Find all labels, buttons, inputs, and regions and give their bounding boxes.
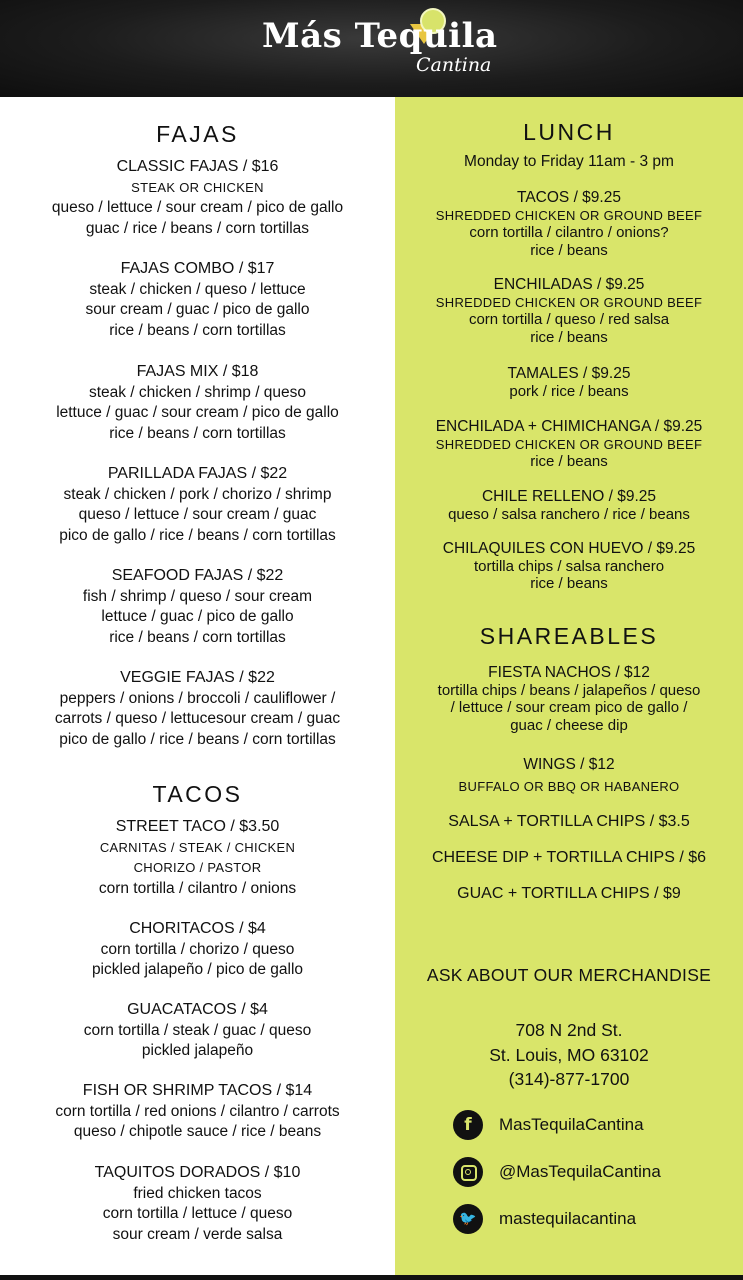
item-name: FIESTA NACHOS / $12 — [488, 664, 650, 681]
menu-item — [0, 566, 395, 648]
menu-item — [395, 540, 743, 593]
item-line: corn tortilla / chorizo / queso — [100, 940, 295, 958]
item-name: CLASSIC FAJAS / $16 — [116, 158, 279, 175]
item-line: carrots / queso / lettucesour cream / guac — [54, 710, 341, 727]
item-line: peppers / onions / broccoli / cauliflower / — [59, 689, 336, 707]
social-label[interactable]: mastequilacantina — [499, 1209, 637, 1228]
item-line: tortilla chips / beans / jalapeños / queso — [437, 681, 701, 699]
item-name: SEAFOOD FAJAS / $22 — [111, 567, 284, 584]
menu-item — [395, 189, 743, 259]
item-name: CHILAQUILES CON HUEVO / $9.25 — [442, 540, 696, 557]
item-name: GUACATACOS / $4 — [127, 1001, 268, 1018]
item-line: pickled jalapeño — [141, 1042, 254, 1059]
phone-number[interactable]: (314)-877-1700 — [508, 1069, 630, 1089]
menu-item — [0, 919, 395, 981]
menu-item — [0, 157, 395, 239]
item-line: fried chicken tacos — [133, 1184, 262, 1202]
merch-notice: ASK ABOUT OUR MERCHANDISE — [426, 965, 712, 985]
item-line: corn tortilla / cilantro / onions? — [469, 224, 669, 241]
item-line: rice / beans — [530, 453, 608, 470]
item-line: lettuce / guac / sour cream / pico de gallo — [56, 404, 339, 421]
menu-item — [395, 756, 743, 795]
item-line: corn tortilla / red onions / cilantro / carrots — [55, 1102, 340, 1120]
item-name: TAMALES / $9.25 — [507, 365, 631, 382]
menu-item — [395, 418, 743, 471]
item-line: rice / beans — [530, 575, 608, 592]
lunch-title: LUNCH — [523, 119, 615, 145]
facebook-icon: f — [453, 1110, 483, 1140]
item-name: TACOS / $9.25 — [517, 189, 621, 206]
item-line: lettuce / guac / pico de gallo — [101, 608, 294, 625]
item-line: STEAK OR CHICKEN — [131, 179, 264, 195]
social-label[interactable]: @MasTequilaCantina — [499, 1162, 661, 1181]
item-line: fish / shrimp / queso / sour cream — [82, 587, 313, 605]
item-line: corn tortilla / steak / guac / queso — [83, 1021, 312, 1039]
tacos-title: TACOS — [152, 781, 243, 807]
logo — [262, 14, 502, 84]
item-name: ENCHILADA + CHIMICHANGA / $9.25 — [435, 418, 703, 435]
menu-item — [0, 668, 395, 750]
menu-item — [395, 276, 743, 346]
menu-item — [395, 488, 743, 523]
item-line: rice / beans / corn tortillas — [109, 628, 286, 646]
twitter-icon: 🐦 — [453, 1204, 483, 1234]
item-line: pickled jalapeño / pico de gallo — [91, 961, 304, 978]
item-line: sour cream / guac / pico de gallo — [85, 301, 310, 318]
menu-item — [0, 1081, 395, 1143]
item-line: guac / rice / beans / corn tortillas — [85, 219, 310, 237]
item-line: guac / cheese dip — [510, 716, 628, 734]
shareables-title: SHAREABLES — [479, 623, 659, 649]
menu-item — [0, 817, 395, 899]
left-column — [0, 97, 395, 1280]
item-line: steak / chicken / shrimp / queso — [88, 383, 307, 401]
item-line: pork / rice / beans — [509, 382, 629, 400]
item-name: FISH OR SHRIMP TACOS / $14 — [82, 1082, 313, 1099]
right-column — [395, 97, 743, 1280]
instagram-icon — [453, 1157, 483, 1187]
item-line: steak / chicken / queso / lettuce — [89, 280, 306, 298]
item-line: rice / beans / corn tortillas — [109, 424, 286, 442]
menu-item-single: GUAC + TORTILLA CHIPS / $9 — [457, 885, 681, 902]
fajas-title: FAJAS — [156, 121, 239, 147]
item-line: rice / beans — [530, 328, 608, 346]
item-line: queso / lettuce / sour cream / pico de gallo — [51, 199, 344, 216]
item-line: queso / lettuce / sour cream / guac — [78, 506, 317, 523]
header-banner — [0, 0, 743, 97]
item-line: BUFFALO OR BBQ OR HABANERO — [458, 778, 680, 794]
item-line: tortilla chips / salsa ranchero — [473, 557, 665, 575]
item-line: SHREDDED CHICKEN OR GROUND BEEF — [435, 294, 703, 310]
item-line: steak / chicken / pork / chorizo / shrimp — [63, 485, 332, 503]
logo-main-text: Más Tequila — [262, 16, 498, 56]
item-name: WINGS / $12 — [523, 756, 615, 773]
item-name: ENCHILADAS / $9.25 — [493, 276, 645, 293]
item-line: SHREDDED CHICKEN OR GROUND BEEF — [435, 436, 703, 452]
item-line: queso / chipotle sauce / rice / beans — [73, 1123, 322, 1140]
menu-item — [395, 365, 743, 400]
item-line: queso / salsa ranchero / rice / beans — [448, 505, 690, 523]
item-name: PARILLADA FAJAS / $22 — [107, 465, 288, 482]
address-line: 708 N 2nd St. — [515, 1020, 623, 1040]
social-label[interactable]: MasTequilaCantina — [499, 1115, 644, 1134]
item-name: FAJAS MIX / $18 — [136, 363, 259, 380]
menu-item — [0, 1000, 395, 1062]
menu-item — [0, 362, 395, 444]
item-line: SHREDDED CHICKEN OR GROUND BEEF — [435, 207, 703, 223]
menu-item-single: SALSA + TORTILLA CHIPS / $3.5 — [448, 813, 690, 830]
item-line: rice / beans — [530, 241, 608, 259]
item-line: CHORIZO / PASTOR — [133, 860, 262, 875]
item-name: CHORITACOS / $4 — [129, 920, 266, 937]
address-block — [395, 1018, 743, 1092]
item-name: TAQUITOS DORADOS / $10 — [94, 1164, 301, 1181]
menu-item — [0, 464, 395, 546]
item-line: corn tortilla / cilantro / onions — [98, 879, 297, 897]
item-name: CHILE RELLENO / $9.25 — [481, 488, 657, 505]
logo-sub-text: Cantina — [416, 54, 492, 76]
menu-item — [395, 664, 743, 734]
item-name: STREET TACO / $3.50 — [115, 818, 280, 835]
item-name: FAJAS COMBO / $17 — [120, 260, 275, 277]
lunch-hours: Monday to Friday 11am - 3 pm — [464, 153, 674, 170]
instagram-lens — [465, 1169, 471, 1175]
bottom-border — [0, 1275, 743, 1280]
item-line: pico de gallo / rice / beans / corn tortillas — [59, 730, 336, 748]
item-name: VEGGIE FAJAS / $22 — [120, 669, 275, 686]
item-line: sour cream / verde salsa — [112, 1225, 283, 1243]
address-line: St. Louis, MO 63102 — [489, 1044, 649, 1065]
item-line: / lettuce / sour cream pico de gallo / — [450, 699, 688, 716]
item-line: rice / beans / corn tortillas — [109, 321, 286, 339]
menu-item — [0, 1163, 395, 1245]
item-line: pico de gallo / rice / beans / corn tortillas — [59, 526, 336, 544]
item-line: CARNITAS / STEAK / CHICKEN — [99, 839, 296, 855]
menu-item — [0, 259, 395, 341]
item-line: corn tortilla / lettuce / queso — [102, 1205, 293, 1222]
menu-item-single: CHEESE DIP + TORTILLA CHIPS / $6 — [431, 849, 707, 866]
item-line: corn tortilla / queso / red salsa — [468, 311, 670, 328]
